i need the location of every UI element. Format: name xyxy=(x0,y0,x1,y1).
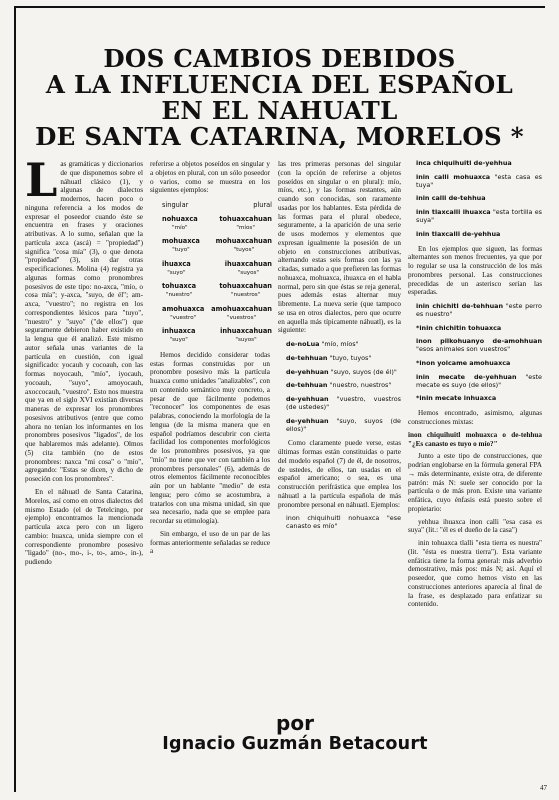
col1-paragraph-1: as gramáticas y diccionarios de que disponemos sobre el náhuatl clásico (1), y algunas de dialectos modernos, hacen poco o ninguna referencia a los modos de expresar el poseedor cuando éste se encuentra en frases y oraciones atributivas. A lo sumo, señalan que la partícula axca (ascá) = "propiedad") significa "cosa mía" (3), o que denota "propiedad" (3), sin dar otras especificaciones. Molina (4) registra ya algunas formas como pronombres posesivos de este tipo: no-axca, "mío, o cosa mía"; y-axca, "suyo, de él"; am-axca, "vuestro"; no registra en los correspondientes léxicos para "tuyo", "nuestro" y "suyo" ("de ellos") que seguramente debieron haber existido en la lengua que él analizó. Este mismo autor señala unas variantes de la partícula en cuestión, con igual significado: yocauh y cocoauh, con las formas noyocauh, "mío", iyocauh, yocoauh, "suyo", amoyocauh, axoccocauh, "vuestro". Esto nos muestra que ya en el siglo XVI existían diversas maneras de expresar los pronombres posesivos atributivos (entre que como ahora no tenían los informantes en los pronombres posesivos "ligados", de los que hablaremos más adelante). Olmos (5) cita también (no de estos pronombres: naxca "mi cosa" o "mío", agregando: "Estas se dicen, y dicho de poseción con los pronombres". xyxy=(25,160,143,483)
example-word: nohuaxca xyxy=(162,214,198,223)
col1-paragraph-2: En el náhuatl de Santa Catarina, Morelos, así como en otros dialectos del mismo Estado (el de Tetelcingo, por ejemplo) encontramos la mencionada partícula axca pero con un ligero cambio: huaxca, unida siempre con el correspondiente pronombre posesivo "ligado" (no-, mo-, i-, to-, amo-, in-), pudiendo xyxy=(25,488,143,566)
example-row xyxy=(162,282,272,300)
list-item: inin calli mohuaxca "esta casa es tuya" xyxy=(416,172,542,189)
example-word: ihuaxca xyxy=(162,259,191,268)
col2-paragraph-2: Hemos decidido considerar todas estas formas construidas por un pronombre posesivo más la partícula huaxca como unidades "analizables", con un contenido semántico muy concreto, a pesar de que fácilmente podemos "reconocer" los componentes de esas palabras, conociendo la morfología de la lengua (de la misma manera que en español podríamos descubrir con cierta facilidad los componentes morfológicos de los pronombres posesivos, ya que "mío" no tiene que ver con también a los pronombres personales" (6), además de otros elementos fácilmente reconocibles aún por un hablante "medio" de esta lengua; pero cómo se acostumbra, a tratarlos con una misma unidad, sin que sea necesario, nada que se emplee para recordar su etimología). xyxy=(150,350,270,525)
example-gloss: "tuyos" xyxy=(233,247,255,253)
form-list xyxy=(286,341,401,433)
list-item: inca chiquihuitl de-yehhua xyxy=(416,159,512,167)
list-item: inon pilkohuanyo de-amohhuan "esos animales son vuestros" xyxy=(416,337,542,354)
list-item: inin tlaxcalli ihuaxca "esta tortilla es suya" xyxy=(416,208,542,224)
list-item: de-tehhuan "tuyo, tuyos" xyxy=(286,353,372,362)
list-item: de-yehhuan "suyo, suyos (de él)" xyxy=(286,367,397,376)
list-item: de-noLua "mío, míos" xyxy=(286,340,359,348)
col3-paragraph-1: las tres primeras personas del singular (con la opción de referirse a objetos poseídos en singular o en plural): mío, míos, etc.), y las formas restantes, aún cuando son conocidas, son raramente usadas por los hablantes. Esta pérdida de las formas para el plural obedece, seguramente, a la aparición de una serie de usos modernos y elementos que expresan igualmente la posesión de un objeto en construcciones atributivas, alternando estas seis formas con las ya citadas, sumado a que prefieren las formas nohuaxca, mohuaxca, ihuaxca en el habla normal, pero sin que éstas se reja general, pues además estas alternar muy libremente. La nueva serie (que tampoco se usa en otros dialectos, pero que ocurre en aquella más típicamente náhuatl), es la siguiente: xyxy=(278,160,401,335)
list-item: *inin mecate inhuaxca xyxy=(416,394,497,403)
example-word: inhuaxca xyxy=(162,327,196,336)
column-3 xyxy=(278,160,401,688)
example-gloss: "mío" xyxy=(172,224,188,231)
column-1 xyxy=(25,153,143,483)
column-2 xyxy=(150,160,270,688)
title-line-3: EN EL NAHUATL xyxy=(161,96,398,125)
example-row xyxy=(162,260,272,278)
col4-example-2: yehhua ihuaxca inon calli "esa casa es suya" (lit.: "él es el dueño de la casa") xyxy=(408,517,542,535)
example-gloss: "nuestros" xyxy=(231,292,261,298)
header-singular: singular xyxy=(162,201,189,209)
col2-paragraph-1: referirse a objetos poseídos en singular y a objetos en plural, con un sólo poseedor o varios, como se muestra en los siguientes ejemplos: xyxy=(150,160,270,195)
example-gloss: "suyos" xyxy=(237,269,259,276)
article-title xyxy=(0,46,559,150)
column-1-bottom xyxy=(25,488,143,780)
example-gloss: "míos" xyxy=(236,224,255,231)
title-line-2: A LA INFLUENCIA DEL ESPAÑOL xyxy=(45,70,514,99)
byline xyxy=(130,712,460,754)
example-gloss: "suyo" xyxy=(167,269,186,276)
example-word: mohuaxca xyxy=(162,237,200,246)
example-word: tohuaxcahuan xyxy=(219,214,272,223)
col3-example: inon chiquihuitl nohuaxca "ese canasto es mío" xyxy=(286,514,401,531)
list-item: *inon yolcame amohuaxca xyxy=(416,359,511,368)
col4-mixed-example: inon chiquihuitl mohuaxca o de-tehhua "¿Es canasto es tuyo o mío?" xyxy=(408,430,542,448)
example-word: amohuaxca xyxy=(162,304,205,313)
example-word: mohuaxcahuan xyxy=(215,237,272,246)
example-list-top xyxy=(416,160,542,239)
top-rule xyxy=(14,6,545,8)
example-list-mid xyxy=(416,303,542,403)
list-item: de-yehhuan "suyo, suyos (de ellos)" xyxy=(286,416,401,433)
title-line-1: DOS CAMBIOS DEBIDOS xyxy=(103,44,456,73)
col4-paragraph-3: Junto a este tipo de construcciones, que podrían englobarse en la fórmula general FPA → más determinante, existe otra, de diferente patrón: más N: suele ser conocido por la partícula o de más pron. Existe una variante enfática, cuyo énfasis está puesto sobre el propietario: xyxy=(408,452,542,513)
example-gloss: "tuyo" xyxy=(172,247,190,253)
drop-cap: L xyxy=(25,153,58,207)
example-word: ihuaxcahuan xyxy=(224,259,272,268)
author-name: Ignacio Guzmán Betacourt xyxy=(162,734,428,754)
example-word: inhuaxcahuan xyxy=(220,327,272,336)
example-header xyxy=(162,201,272,210)
example-gloss: "vuestro" xyxy=(170,314,197,321)
example-row xyxy=(162,215,272,233)
example-row xyxy=(162,327,272,345)
byline-por: por xyxy=(276,711,314,735)
col4-paragraph-2: Hemos encontrado, asimismo, algunas construcciones mixtas: xyxy=(408,409,542,426)
title-line-4: DE SANTA CATARINA, MORELOS * xyxy=(35,122,524,151)
col4-paragraph-1: En los ejemplos que siguen, las formas alternantes son menos frecuentes, ya que por lo regular se usa la construcción de los más pronombres personal. Las construcciones precedidas de un asterisco serían las esperadas. xyxy=(408,244,542,297)
page-number: 47 xyxy=(540,784,547,792)
example-gloss: "vuestros" xyxy=(227,314,257,321)
list-item: inin mecate de-yehhuan "este mecate es suyo (de ellos)" xyxy=(416,372,542,389)
example-word: amohuaxcahuan xyxy=(211,304,272,313)
example-gloss: "suyos" xyxy=(235,337,257,343)
example-word: tohuaxca xyxy=(162,282,197,291)
example-table xyxy=(162,201,270,345)
example-gloss: "nuestro" xyxy=(165,292,193,298)
column-4 xyxy=(408,160,542,772)
list-item: de-tehhuan "nuestro, nuestros" xyxy=(286,381,392,390)
example-row xyxy=(162,305,272,323)
list-item: inin tlaxcalli de-yehhua xyxy=(416,229,501,238)
col2-paragraph-3: Sin embargo, el uso de un par de las formas anteriormente señaladas se reduce a xyxy=(150,529,270,556)
example-word: tohuaxcahuan xyxy=(219,282,272,291)
list-item: *inin chichitin tohuaxca xyxy=(416,323,502,332)
col3-paragraph-2: Como claramente puede verse, estas últimas formas están constituidas o parte del modelo español (7) de él, de nosotros, de ustedes, de ellos, tan usadas en el español americano; o sea, es una construcción perifrástica que emplea los náhuatl a la partícula española de más pronombre personal en náhuatl. Ejemplos: xyxy=(278,439,401,509)
list-item: de-yehhuan "vuestro, vuestros (de ustedes)" xyxy=(286,395,401,411)
example-row xyxy=(162,237,272,255)
header-plural: plural xyxy=(253,201,272,209)
example-gloss: "suyo" xyxy=(169,337,188,343)
list-item: inin calli de-tehhua xyxy=(416,194,486,203)
col4-example-3: inin tohuaxca tlalli "esta tierra es nuestra" (lit. "ésta es nuestra tierra"). Esta variante enfática tiene la forma general: más adverbio demostrativo, más pos: más N; así. Aquí el poseedor, que como hemos visto en las construcciones anteriores aparecía al final de la frase, es desplazado para enfatizar su contenido. xyxy=(408,539,542,609)
list-item: inin chichitl de-tehhuan "este perro es nuestro" xyxy=(416,302,542,318)
